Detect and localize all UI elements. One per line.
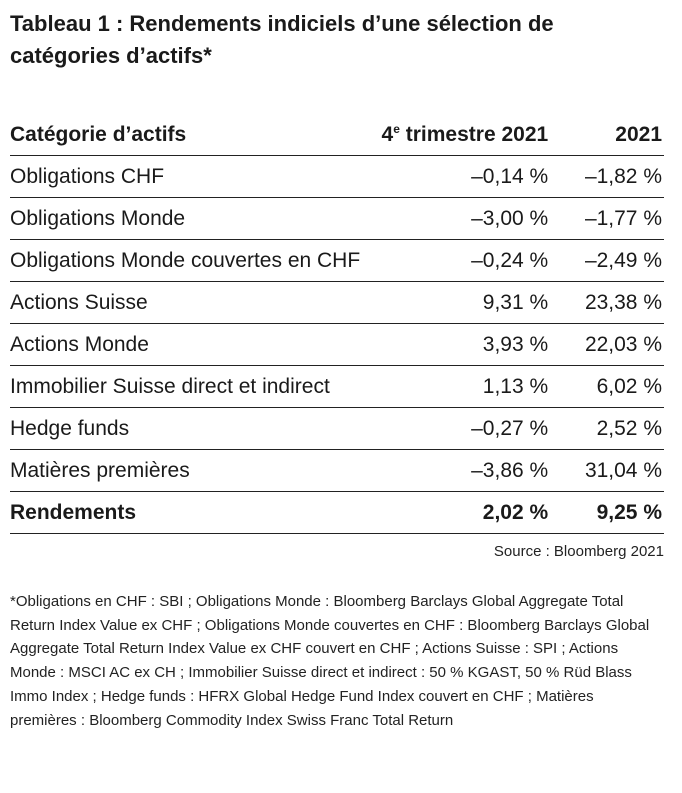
row-year-return: –1,82 % [550, 156, 664, 198]
table-row [10, 408, 664, 450]
total-year-return: 9,25 % [550, 492, 664, 534]
row-year-return: –2,49 % [550, 240, 664, 282]
row-q4-return: –0,24 % [382, 240, 551, 282]
row-year-return: –1,77 % [550, 198, 664, 240]
row-year-return: 31,04 % [550, 450, 664, 492]
table-total-row [10, 492, 664, 534]
row-q4-return: 1,13 % [382, 366, 551, 408]
header-category: Catégorie d’actifs [10, 115, 382, 156]
row-category: Actions Monde [10, 324, 382, 366]
table-row [10, 156, 664, 198]
row-category: Actions Suisse [10, 282, 382, 324]
total-q4-return: 2,02 % [382, 492, 551, 534]
row-category: Immobilier Suisse direct et indirect [10, 366, 382, 408]
row-year-return: 23,38 % [550, 282, 664, 324]
returns-table [10, 115, 664, 534]
row-q4-return: –0,27 % [382, 408, 551, 450]
row-q4-return: –3,00 % [382, 198, 551, 240]
row-category: Obligations CHF [10, 156, 382, 198]
total-label: Rendements [10, 492, 382, 534]
table-body [10, 156, 664, 534]
row-q4-return: –0,14 % [382, 156, 551, 198]
header-year-2021: 2021 [550, 115, 664, 156]
row-q4-return: 3,93 % [382, 324, 551, 366]
row-category: Obligations Monde couvertes en CHF [10, 240, 382, 282]
row-year-return: 2,52 % [550, 408, 664, 450]
header-q4-2021 [382, 115, 551, 156]
table-row [10, 366, 664, 408]
row-q4-return: –3,86 % [382, 450, 551, 492]
table-title: Tableau 1 : Rendements indiciels d’une sélection de catégories d’actifs* [10, 11, 554, 68]
table-row [10, 450, 664, 492]
row-year-return: 22,03 % [550, 324, 664, 366]
row-q4-return: 9,31 % [382, 282, 551, 324]
row-category: Matières premières [10, 450, 382, 492]
table-header-row [10, 115, 664, 156]
source-note: Source : Bloomberg 2021 [493, 543, 664, 560]
row-category: Hedge funds [10, 408, 382, 450]
footnote: *Obligations en CHF : SBI ; Obligations Monde : Bloomberg Barclays Global Aggregate Total Return Index Value ex CHF ; Obligations Monde couvertes en CHF : Bloomberg Barclays Global Aggregate Total Return Index Value ex CHF couvert en CHF ; Actions Suisse : SPI ; Actions Monde : MSCI AC ex CH ; Immobilier Suisse direct et indirect : 50 % KGAST, 50 % Rüd Blass Immo Index ; Hedge funds : HFRX Global Hedge Fund Index couvert en CHF ; Matières premières : Bloomberg Commodity Index Swiss Franc Total Return [10, 593, 650, 729]
row-year-return: 6,02 % [550, 366, 664, 408]
table-row [10, 198, 664, 240]
table-row [10, 240, 664, 282]
header-q4-number: 4 [381, 123, 394, 146]
header-q4-label: trimestre 2021 [399, 123, 549, 146]
table-row [10, 324, 664, 366]
header-q4-superscript: e [393, 122, 400, 136]
row-category: Obligations Monde [10, 198, 382, 240]
table-row [10, 282, 664, 324]
